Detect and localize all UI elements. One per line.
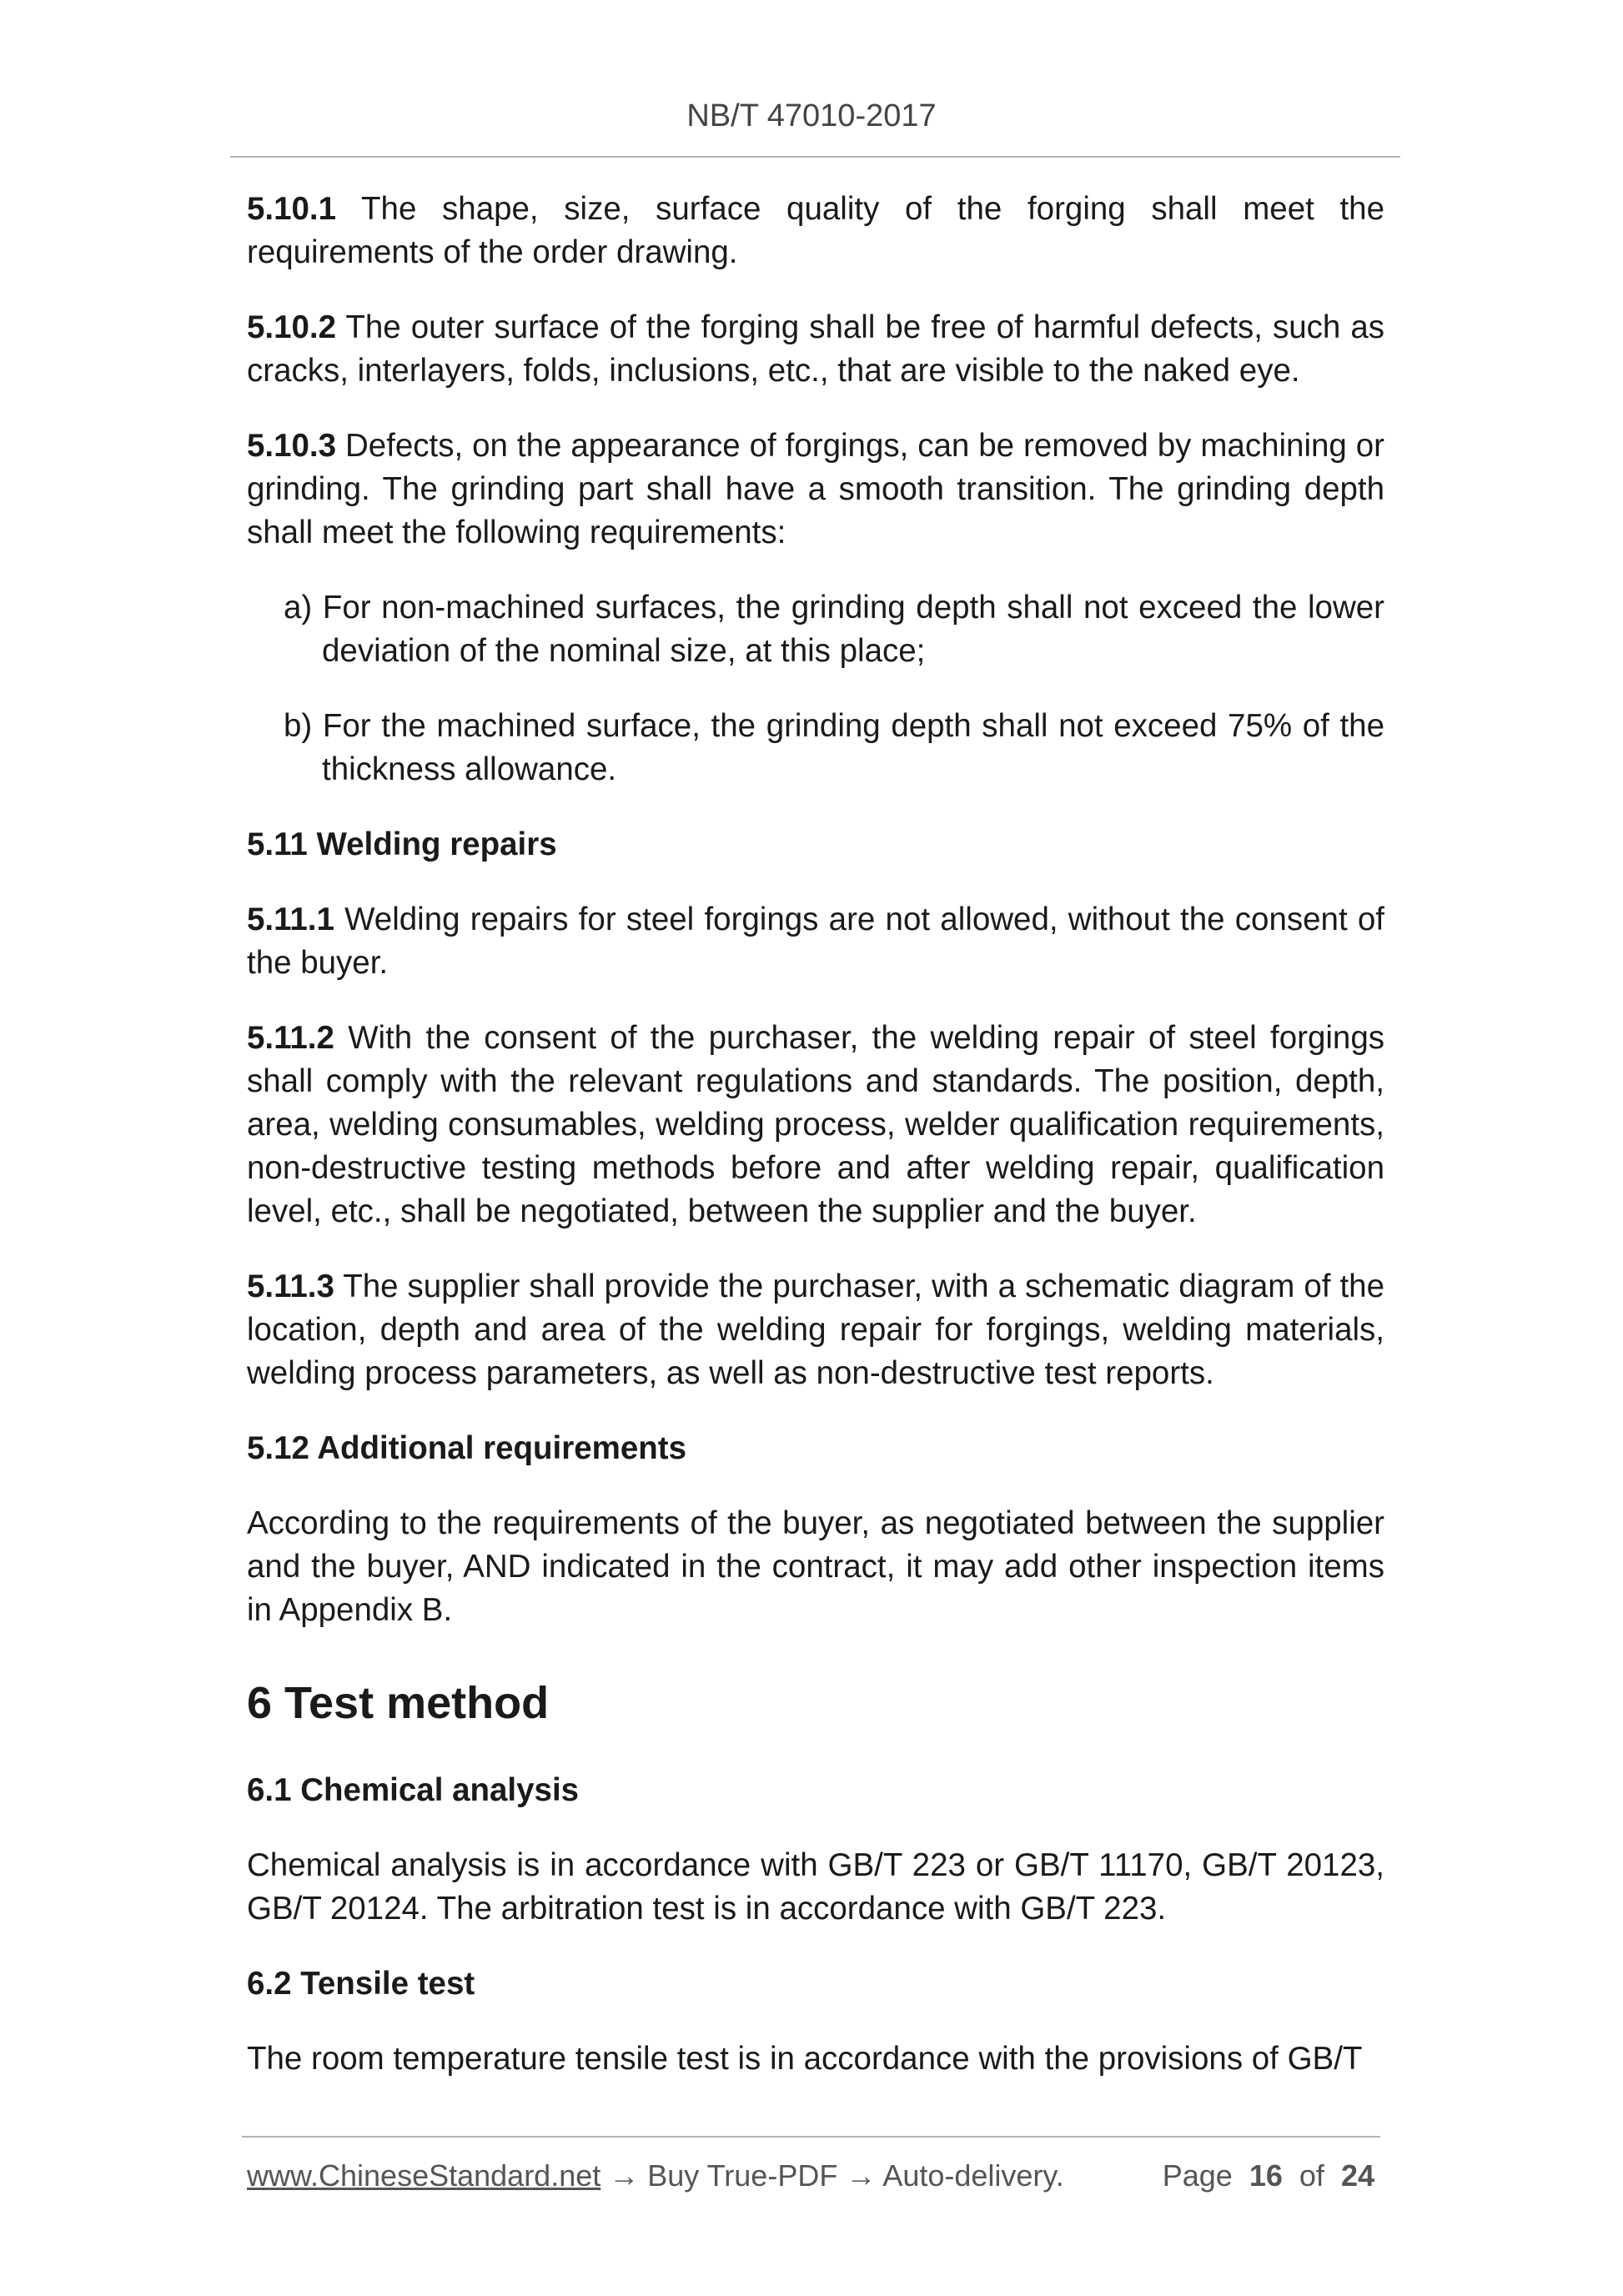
paragraph-5-12: According to the requirements of the buyer, as negotiated between the supplier and the buyer, AND indicated in the contract, it may add other inspection items in Appendix B. <box>247 1505 1384 1628</box>
clause-5-10-2 <box>247 306 1384 393</box>
clause-number: 5.11.1 <box>247 902 334 937</box>
list-item-a: a) For non-machined surfaces, the grinding depth shall not exceed the lower deviation of the nominal size, at this place; <box>284 590 1384 669</box>
page-footer <box>247 2158 1374 2193</box>
page-indicator <box>1163 2158 1374 2193</box>
clause-text: The outer surface of the forging shall be free of harmful defects, such as cracks, interlayers, folds, inclusions, etc., that are visible to the naked eye. <box>247 309 1384 389</box>
clause-number: 5.10.1 <box>247 191 337 227</box>
footer-divider <box>242 2136 1380 2138</box>
heading-5-11: 5.11 Welding repairs <box>247 826 557 862</box>
clause-5-11-3 <box>247 1265 1384 1395</box>
footer-promo-text: → Buy True-PDF → Auto-delivery. <box>600 2158 1064 2193</box>
page-number: 16 <box>1249 2158 1283 2193</box>
heading-6-2: 6.2 Tensile test <box>247 1966 475 2002</box>
page-header: NB/T 47010-2017 <box>686 98 937 133</box>
heading-6: 6 Test method <box>247 1678 550 1728</box>
clause-text: With the consent of the purchaser, the welding repair of steel forgings shall comply with the relevant regulations and standards. The position, depth, area, welding consumables, welding process, welder qualification requirements, non-destructive testing methods before and after welding repair, qualification level, etc., shall be negotiated, between the supplier and the buyer. <box>247 1020 1384 1229</box>
heading-6-1: 6.1 Chemical analysis <box>247 1772 580 1808</box>
header-divider <box>230 156 1400 158</box>
document-body <box>247 188 1384 2113</box>
heading-5-12: 5.12 Additional requirements <box>247 1430 687 1466</box>
clause-text: The shape, size, surface quality of the forging shall meet the requirements of the order drawing. <box>247 191 1384 270</box>
paragraph-6-2: The room temperature tensile test is in accordance with the provisions of GB/T <box>247 2041 1363 2077</box>
paragraph-6-1: Chemical analysis is in accordance with GB/T 223 or GB/T 11170, GB/T 20123, GB/T 20124. The arbitration test is in accordance with GB/T 223. <box>247 1847 1384 1927</box>
clause-5-11-2 <box>247 1017 1384 1233</box>
page-word: Page <box>1162 2158 1233 2193</box>
clause-number: 5.11.2 <box>247 1020 334 1056</box>
clause-text: Welding repairs for steel forgings are not allowed, without the consent of the buyer. <box>247 902 1384 981</box>
of-word: of <box>1299 2158 1324 2193</box>
clause-5-11-1 <box>247 898 1384 985</box>
clause-number: 5.11.3 <box>247 1269 334 1304</box>
page-total: 24 <box>1340 2158 1374 2193</box>
clause-number: 5.10.3 <box>247 428 337 464</box>
clause-number: 5.10.2 <box>247 309 337 345</box>
clause-5-10-3 <box>247 425 1384 555</box>
clause-text: Defects, on the appearance of forgings, can be removed by machining or grinding. The grinding part shall have a smooth transition. The grinding depth shall meet the following requirements: <box>247 428 1384 550</box>
list-item-b: b) For the machined surface, the grinding depth shall not exceed 75% of the thickness allowance. <box>284 708 1384 787</box>
clause-5-10-1 <box>247 188 1384 274</box>
website-link[interactable]: www.ChineseStandard.net <box>247 2158 601 2193</box>
clause-text: The supplier shall provide the purchaser, with a schematic diagram of the location, depth and area of the welding repair for forgings, welding materials, welding process parameters, as well as non-destructive test reports. <box>247 1269 1384 1391</box>
